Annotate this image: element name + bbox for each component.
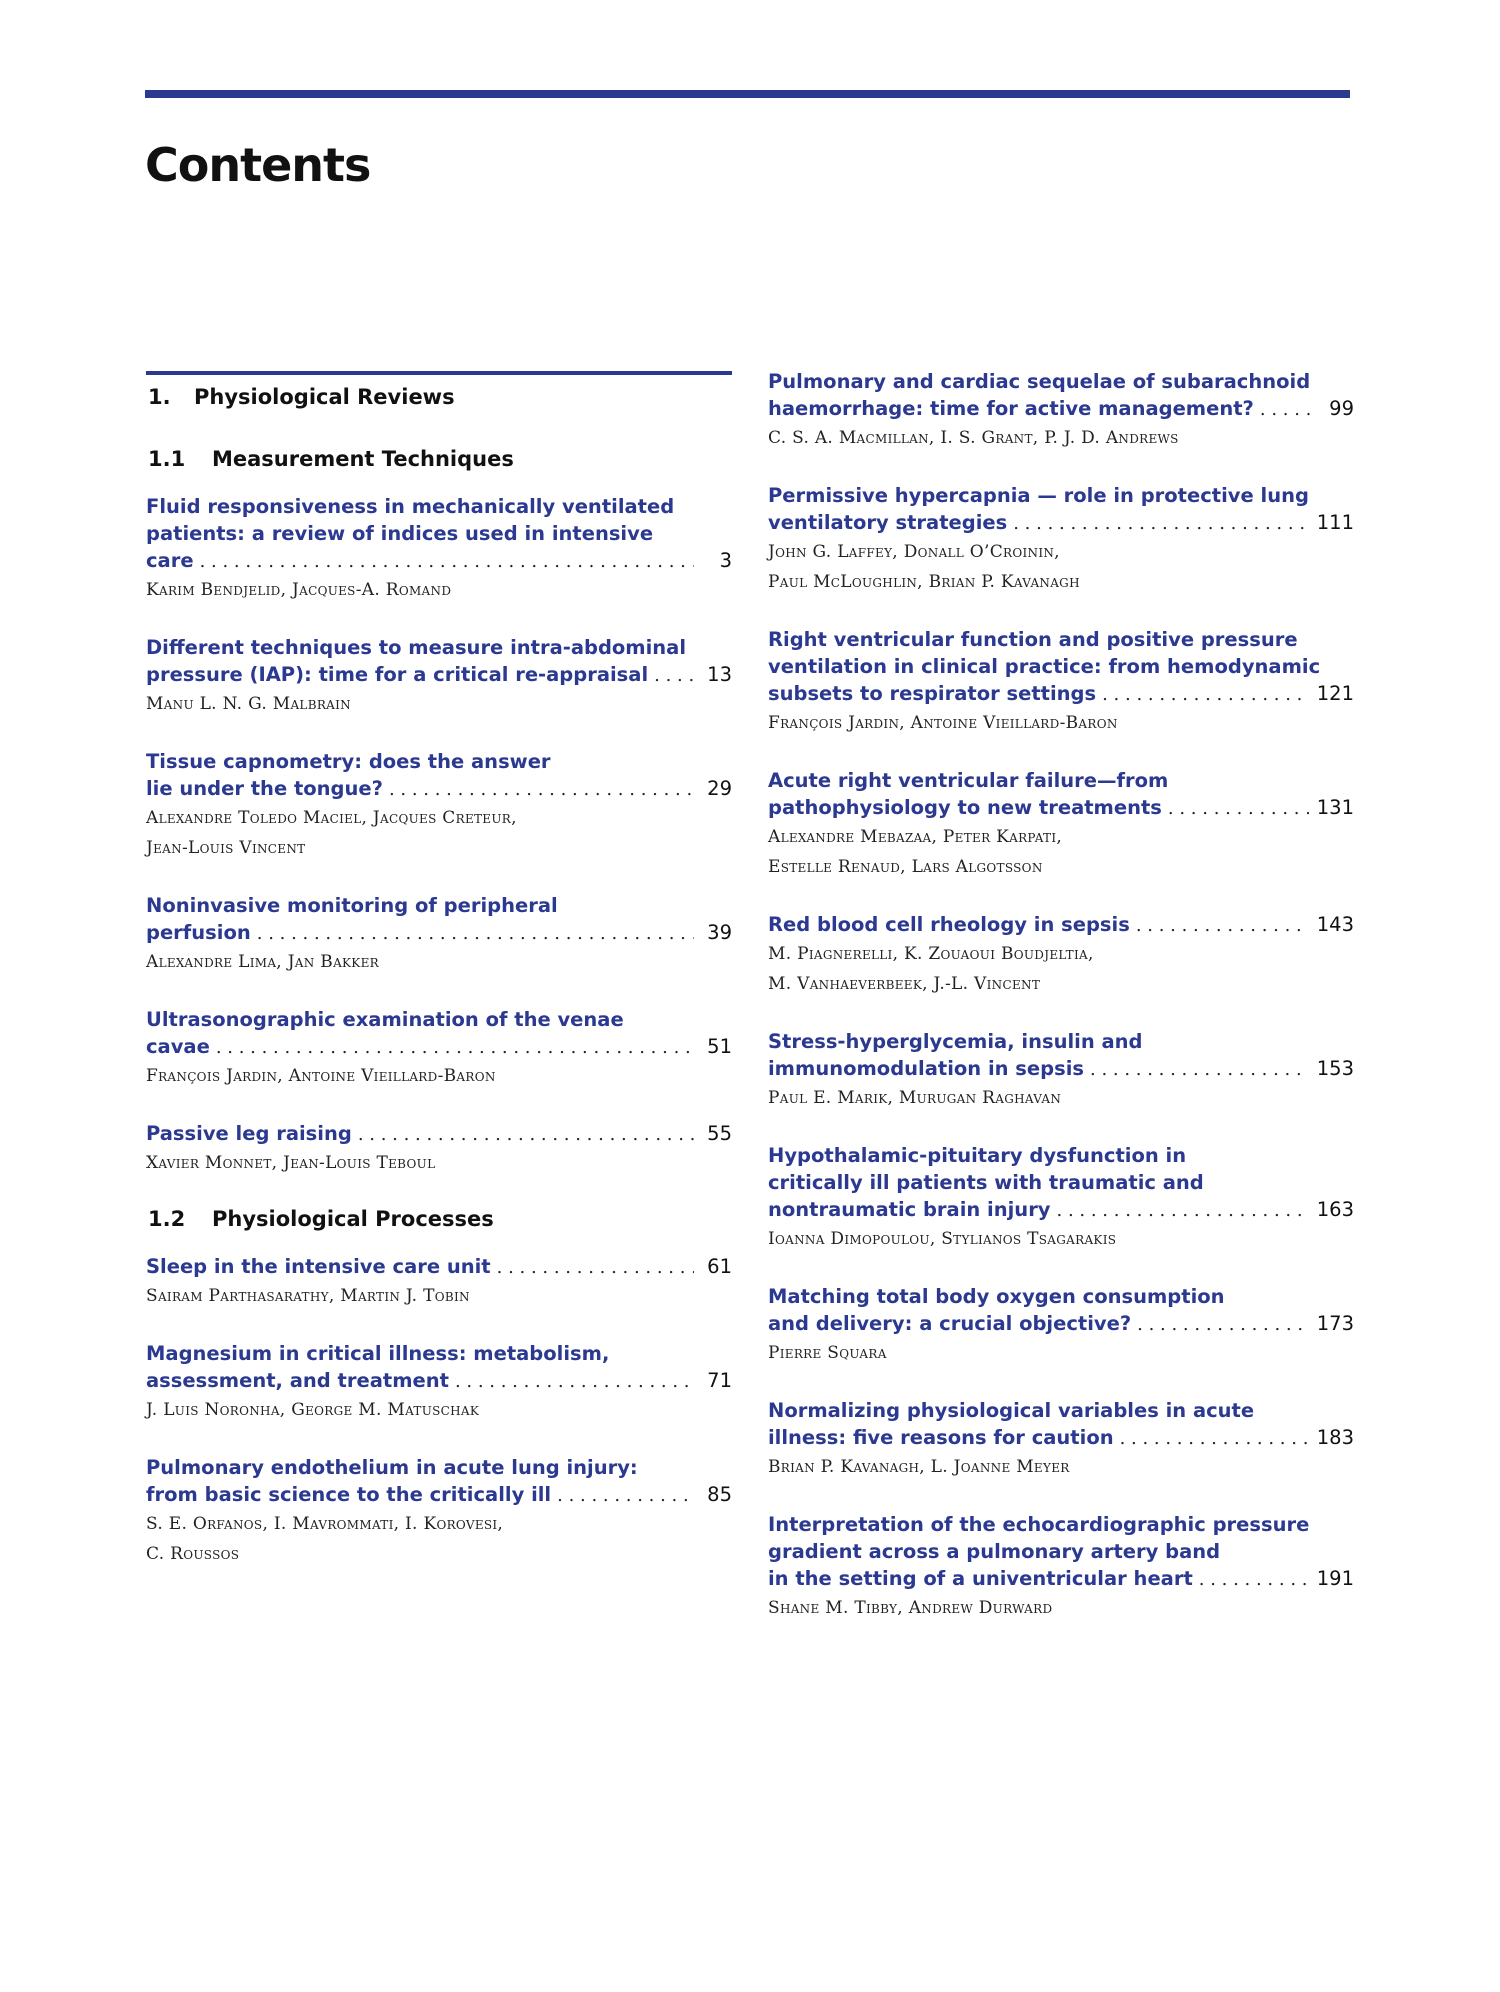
- entry-page-number[interactable]: 121: [1316, 682, 1354, 705]
- entry-title-line[interactable]: Stress-hyperglycemia, insulin and: [768, 1030, 1143, 1053]
- entry-page-number[interactable]: 39: [707, 921, 732, 944]
- dot-leader: [1102, 681, 1309, 708]
- section-title: Physiological Reviews: [194, 385, 455, 409]
- entry-title-line[interactable]: lie under the tongue?: [146, 777, 383, 800]
- entry-title-line[interactable]: haemorrhage: time for active management?: [768, 397, 1254, 420]
- entry-page-number[interactable]: 131: [1316, 796, 1354, 819]
- dot-leader: [216, 1034, 694, 1061]
- entry-title-line[interactable]: and delivery: a crucial objective?: [768, 1312, 1132, 1335]
- section-number: 1.: [148, 385, 171, 409]
- dot-leader: [200, 548, 694, 575]
- entry-title-line[interactable]: subsets to respirator settings: [768, 682, 1097, 705]
- entry-title-line[interactable]: Magnesium in critical illness: metabolism,: [146, 1342, 610, 1365]
- dot-leader: [1199, 1566, 1309, 1593]
- entry-title-row: [146, 919, 732, 947]
- entry-title-line[interactable]: illness: five reasons for caution: [768, 1426, 1114, 1449]
- toc-entry[interactable]: [768, 1397, 1354, 1482]
- entry-page-number[interactable]: 13: [707, 663, 732, 686]
- entry-page-number[interactable]: 111: [1316, 511, 1354, 534]
- entry-title-row: [768, 1196, 1354, 1224]
- entry-title-line[interactable]: from basic science to the critically ill: [146, 1483, 552, 1506]
- entry-title-row: [146, 1033, 732, 1061]
- subsection-number: 1.1: [148, 447, 186, 471]
- entry-title-row: [146, 775, 732, 803]
- entry-title-row: [146, 1367, 732, 1395]
- toc-column-right: [768, 368, 1354, 1652]
- subsection-title: Physiological Processes: [212, 1207, 494, 1231]
- toc-entry[interactable]: [768, 368, 1354, 453]
- section-heading: [148, 385, 732, 409]
- header-rule: [145, 90, 1350, 98]
- entry-title-row: [146, 547, 732, 575]
- entry-title-line[interactable]: Different techniques to measure intra-abdominal: [146, 636, 687, 659]
- entry-title-row: [768, 1310, 1354, 1338]
- entry-title-row: [768, 509, 1354, 537]
- subsection-number: 1.2: [148, 1207, 186, 1231]
- entry-page-number[interactable]: 173: [1316, 1312, 1354, 1335]
- entry-title-line[interactable]: Hypothalamic-pituitary dysfunction in: [768, 1144, 1187, 1167]
- entry-page-number[interactable]: 191: [1316, 1567, 1354, 1590]
- toc-entry[interactable]: [768, 767, 1354, 882]
- dot-leader: [557, 1482, 694, 1509]
- entry-title-row: [768, 911, 1354, 939]
- dot-leader: [455, 1368, 694, 1395]
- entry-title-line[interactable]: Right ventricular function and positive pressure: [768, 628, 1298, 651]
- entry-authors: Paul E. Marik, Murugan Raghavan: [768, 1088, 1062, 1108]
- toc-entry[interactable]: [768, 626, 1354, 738]
- dot-leader: [1136, 912, 1309, 939]
- dot-leader: [1057, 1197, 1309, 1224]
- entry-title-row: [768, 680, 1354, 708]
- toc-entry[interactable]: [146, 1454, 732, 1569]
- entry-authors: John G. Laffey, Donall O’Croinin,: [768, 542, 1060, 562]
- page-title: Contents: [145, 138, 371, 192]
- dot-leader: [1090, 1056, 1309, 1083]
- entry-authors: Alexandre Mebazaa, Peter Karpati,: [768, 827, 1063, 847]
- entry-title-row: [146, 661, 732, 689]
- entry-authors: M. Vanhaeverbeek, J.-L. Vincent: [768, 974, 1041, 994]
- toc-entry[interactable]: [768, 1511, 1354, 1623]
- entry-title-line[interactable]: Normalizing physiological variables in acute: [768, 1399, 1255, 1422]
- entry-page-number[interactable]: 153: [1316, 1057, 1354, 1080]
- entry-title-line[interactable]: Interpretation of the echocardiographic pressure: [768, 1513, 1310, 1536]
- entry-title-row: [146, 1481, 732, 1509]
- entry-title-line[interactable]: care: [146, 549, 194, 572]
- entry-authors: Sairam Parthasarathy, Martin J. Tobin: [146, 1286, 470, 1306]
- dot-leader: [497, 1254, 694, 1281]
- toc-entry[interactable]: [768, 1283, 1354, 1368]
- dot-leader: [257, 920, 694, 947]
- entry-title-line[interactable]: Permissive hypercapnia — role in protective lung: [768, 484, 1309, 507]
- entry-authors: Alexandre Lima, Jan Bakker: [146, 952, 379, 972]
- toc-entry[interactable]: [146, 1253, 732, 1311]
- entry-title-line[interactable]: nontraumatic brain injury: [768, 1198, 1051, 1221]
- toc-entry[interactable]: [768, 1028, 1354, 1113]
- toc-entry[interactable]: [768, 911, 1354, 999]
- entry-title-line[interactable]: critically ill patients with traumatic and: [768, 1171, 1204, 1194]
- entry-authors: J. Luis Noronha, George M. Matuschak: [146, 1400, 480, 1420]
- entry-title-row: [146, 1120, 732, 1148]
- entry-title-line[interactable]: Passive leg raising: [146, 1122, 352, 1145]
- section-rule: [146, 371, 732, 375]
- entry-title-line[interactable]: Tissue capnometry: does the answer: [146, 750, 551, 773]
- entry-title-line[interactable]: Noninvasive monitoring of peripheral: [146, 894, 558, 917]
- toc-entry[interactable]: [146, 748, 732, 863]
- toc-entry[interactable]: [146, 634, 732, 719]
- dot-leader: [654, 662, 694, 689]
- entry-authors: Karim Bendjelid, Jacques-A. Romand: [146, 580, 452, 600]
- entry-title-line[interactable]: Fluid responsiveness in mechanically ventilated: [146, 495, 675, 518]
- entry-authors: M. Piagnerelli, K. Zouaoui Boudjeltia,: [768, 944, 1094, 964]
- entry-title-row: [768, 1565, 1354, 1593]
- subsection-heading: [148, 1207, 732, 1231]
- entry-title-line[interactable]: assessment, and treatment: [146, 1369, 449, 1392]
- entry-title-line[interactable]: cavae: [146, 1035, 210, 1058]
- entry-title-row: [768, 395, 1354, 423]
- entry-title-row: [768, 794, 1354, 822]
- entry-page-number[interactable]: 3: [719, 549, 732, 572]
- entry-authors: Brian P. Kavanagh, L. Joanne Meyer: [768, 1457, 1070, 1477]
- dot-leader: [1137, 1311, 1309, 1338]
- entry-page-number[interactable]: 61: [707, 1255, 732, 1278]
- toc-column-left: [146, 371, 732, 1598]
- entry-page-number[interactable]: 55: [707, 1122, 732, 1145]
- entry-list: [146, 493, 732, 1178]
- entry-authors: François Jardin, Antoine Vieillard-Baron: [146, 1066, 496, 1086]
- entry-page-number[interactable]: 163: [1316, 1198, 1354, 1221]
- toc-entry[interactable]: [768, 482, 1354, 597]
- entry-title-line[interactable]: Matching total body oxygen consumption: [768, 1285, 1225, 1308]
- toc-entry[interactable]: [146, 1120, 732, 1178]
- entry-title-line[interactable]: pathophysiology to new treatments: [768, 796, 1162, 819]
- entry-title-line[interactable]: pressure (IAP): time for a critical re-appraisal: [146, 663, 649, 686]
- entry-authors: Ioanna Dimopoulou, Stylianos Tsagarakis: [768, 1229, 1117, 1249]
- entry-page-number[interactable]: 143: [1316, 913, 1354, 936]
- entry-authors: Xavier Monnet, Jean-Louis Teboul: [146, 1153, 436, 1173]
- entry-page-number[interactable]: 99: [1329, 397, 1354, 420]
- dot-leader: [1168, 795, 1309, 822]
- subsection-heading: [148, 447, 732, 471]
- entry-title-line[interactable]: ventilatory strategies: [768, 511, 1008, 534]
- entry-page-number[interactable]: 183: [1316, 1426, 1354, 1449]
- entry-title-line[interactable]: patients: a review of indices used in intensive: [146, 522, 654, 545]
- entry-title-line[interactable]: Red blood cell rheology in sepsis: [768, 913, 1130, 936]
- entry-page-number[interactable]: 85: [707, 1483, 732, 1506]
- entry-authors: Shane M. Tibby, Andrew Durward: [768, 1598, 1053, 1618]
- entry-authors: Paul McLoughlin, Brian P. Kavanagh: [768, 572, 1080, 592]
- dot-leader: [1260, 396, 1316, 423]
- entry-title-line[interactable]: immunomodulation in sepsis: [768, 1057, 1084, 1080]
- entry-list: [768, 368, 1354, 1623]
- entry-page-number[interactable]: 29: [707, 777, 732, 800]
- dot-leader: [1013, 510, 1309, 537]
- toc-entry[interactable]: [146, 1006, 732, 1091]
- dot-leader: [389, 776, 694, 803]
- dot-leader: [358, 1121, 694, 1148]
- dot-leader: [1120, 1425, 1309, 1452]
- entry-title-line[interactable]: Acute right ventricular failure—from: [768, 769, 1169, 792]
- entry-authors: Pierre Squara: [768, 1343, 887, 1363]
- entry-title-line[interactable]: perfusion: [146, 921, 251, 944]
- entry-authors: Estelle Renaud, Lars Algotsson: [768, 857, 1043, 877]
- toc-entry[interactable]: [146, 493, 732, 605]
- entry-authors: S. E. Orfanos, I. Mavrommati, I. Korovesi,: [146, 1514, 504, 1534]
- entry-title-line[interactable]: gradient across a pulmonary artery band: [768, 1540, 1221, 1563]
- entry-title-line[interactable]: Ultrasonographic examination of the venae: [146, 1008, 624, 1031]
- entry-title-row: [768, 1424, 1354, 1452]
- entry-page-number[interactable]: 51: [707, 1035, 732, 1058]
- entry-authors: Alexandre Toledo Maciel, Jacques Creteur,: [146, 808, 517, 828]
- entry-list: [146, 1253, 732, 1569]
- entry-title-line[interactable]: in the setting of a univentricular heart: [768, 1567, 1193, 1590]
- subsection-title: Measurement Techniques: [212, 447, 514, 471]
- entry-authors: François Jardin, Antoine Vieillard-Baron: [768, 713, 1118, 733]
- entry-title-row: [146, 1253, 732, 1281]
- toc-entry[interactable]: [146, 892, 732, 977]
- toc-entry[interactable]: [768, 1142, 1354, 1254]
- entry-authors: C. Roussos: [146, 1544, 240, 1564]
- toc-entry[interactable]: [146, 1340, 732, 1425]
- entry-authors: C. S. A. Macmillan, I. S. Grant, P. J. D. Andrews: [768, 428, 1179, 448]
- entry-title-line[interactable]: Sleep in the intensive care unit: [146, 1255, 491, 1278]
- entry-authors: Manu L. N. G. Malbrain: [146, 694, 351, 714]
- entry-authors: Jean-Louis Vincent: [146, 838, 306, 858]
- entry-title-line[interactable]: ventilation in clinical practice: from hemodynamic: [768, 655, 1321, 678]
- entry-page-number[interactable]: 71: [707, 1369, 732, 1392]
- entry-title-line[interactable]: Pulmonary endothelium in acute lung injury:: [146, 1456, 638, 1479]
- entry-title-row: [768, 1055, 1354, 1083]
- entry-title-line[interactable]: Pulmonary and cardiac sequelae of subarachnoid: [768, 370, 1311, 393]
